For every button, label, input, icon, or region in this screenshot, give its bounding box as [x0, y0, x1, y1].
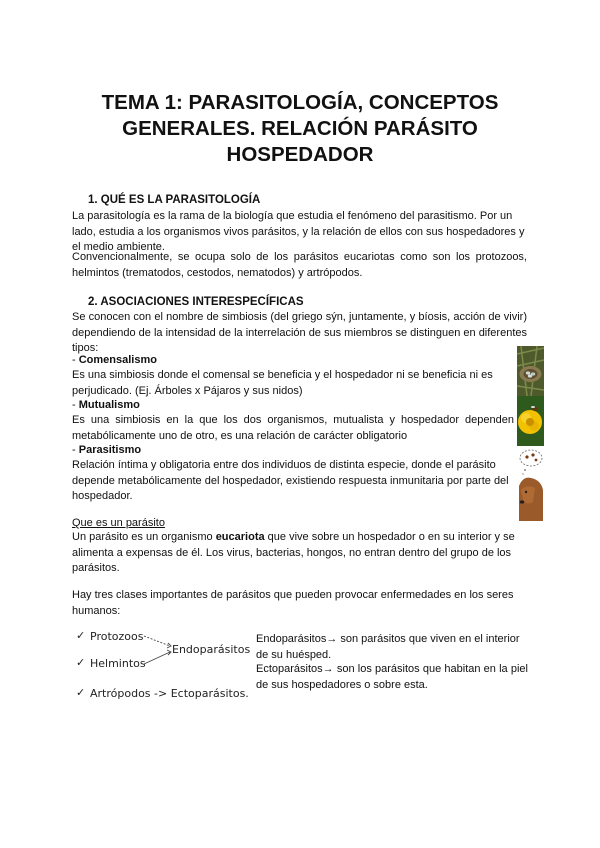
eucariota-bold: eucariota — [215, 531, 265, 543]
bird-nest-image — [517, 346, 544, 396]
mutualismo-title: Mutualismo — [78, 399, 140, 411]
check-icon: ✓ — [76, 687, 86, 699]
dash: - — [72, 354, 79, 366]
section-1-heading: 1. QUÉ ES LA PARASITOLOGÍA — [88, 194, 261, 206]
dash: - — [72, 444, 79, 456]
dog-fleas-image — [517, 446, 544, 521]
check-icon: ✓ — [76, 630, 86, 642]
title-line-1: TEMA 1: PARASITOLOGÍA, CONCEPTOS — [101, 91, 499, 114]
mutualismo-label — [72, 398, 512, 414]
section-2-heading: 2. ASOCIACIONES INTERESPECÍFICAS — [88, 296, 304, 308]
page-title — [60, 90, 540, 168]
artropodos-label: Artrópodos -> Ectoparásitos. — [90, 687, 249, 700]
ectoparasitos-definition: Ectoparásitos→ son los parásitos que habitan en la piel de sus hospedadores o sobre esta. — [256, 663, 528, 691]
parasito-definition — [72, 530, 527, 577]
parasito-text-a: Un parásito es un organismo — [72, 531, 216, 543]
section-2-intro: Se conocen con el nombre de simbiosis (del griego sýn, juntamente, y bíosis, acción de vivir) dependiendo de la intensidad de la interrelación de sus miembros se distinguen en diferentes tipos: — [72, 311, 527, 354]
parasitismo-text: Relación íntima y obligatoria entre dos individuos de distinta especie, donde el parásito depende metabólicamente del hospedador, existiendo respuesta inmunitaria por parte del hospedador. — [72, 459, 509, 502]
section-1-paragraph-1: La parasitología es la rama de la biología que estudia el fenómeno del parasitismo. Por un lado, estudia a los organismos vivos parásitos, y la relación de ellos con sus hospedadores y el medio ambiente. — [72, 210, 525, 253]
endoparasitos-definition: Endoparásitos→ son parásitos que viven en el interior de su huésped. — [256, 633, 520, 661]
parasitismo-label — [72, 443, 512, 459]
section-1-paragraph-2: Convencionalmente, se ocupa solo de los parásitos eucariotas como son los protozoos, helmintos (trematodos, cestodos, nematodos) y artrópodos. — [72, 251, 527, 279]
comensalismo-title: Comensalismo — [78, 354, 157, 366]
dash: - — [72, 399, 79, 411]
que-es-un-parasito-heading: Que es un parásito — [72, 517, 165, 529]
endoparasitos-label: Endoparásitos — [172, 643, 251, 656]
protozoos-label: Protozoos — [90, 630, 144, 643]
title-line-3: HOSPEDADOR — [226, 143, 374, 166]
title-line-2: GENERALES. RELACIÓN PARÁSITO — [122, 117, 478, 140]
flower-bee-image — [517, 396, 544, 446]
tres-clases-paragraph: Hay tres clases importantes de parásitos que pueden provocar enfermedades en los seres humanos: — [72, 589, 514, 617]
comensalismo-label — [72, 353, 512, 369]
mutualismo-text: Es una simbiosis en la que los dos organismos, mutualista y hospedador dependen metabólicamente uno de otro, es una relación de carácter obligatorio — [72, 414, 514, 442]
parasito-text-c: que vive sobre un hospedador o en su interior y se alimenta a expensas de él. Los virus, bacterias, hongos, no entran dentro del grupo de los parásitos. — [72, 531, 515, 574]
comensalismo-text: Es una simbiosis donde el comensal se beneficia y el hospedador ni se beneficia ni es perjudicado. (Ej. Árboles x Pájaros y sus nidos) — [72, 369, 493, 397]
diagram-arrows — [140, 630, 180, 670]
check-icon: ✓ — [76, 657, 86, 669]
helmintos-label: Helmintos — [90, 657, 146, 670]
parasitismo-title: Parasitismo — [78, 444, 142, 456]
